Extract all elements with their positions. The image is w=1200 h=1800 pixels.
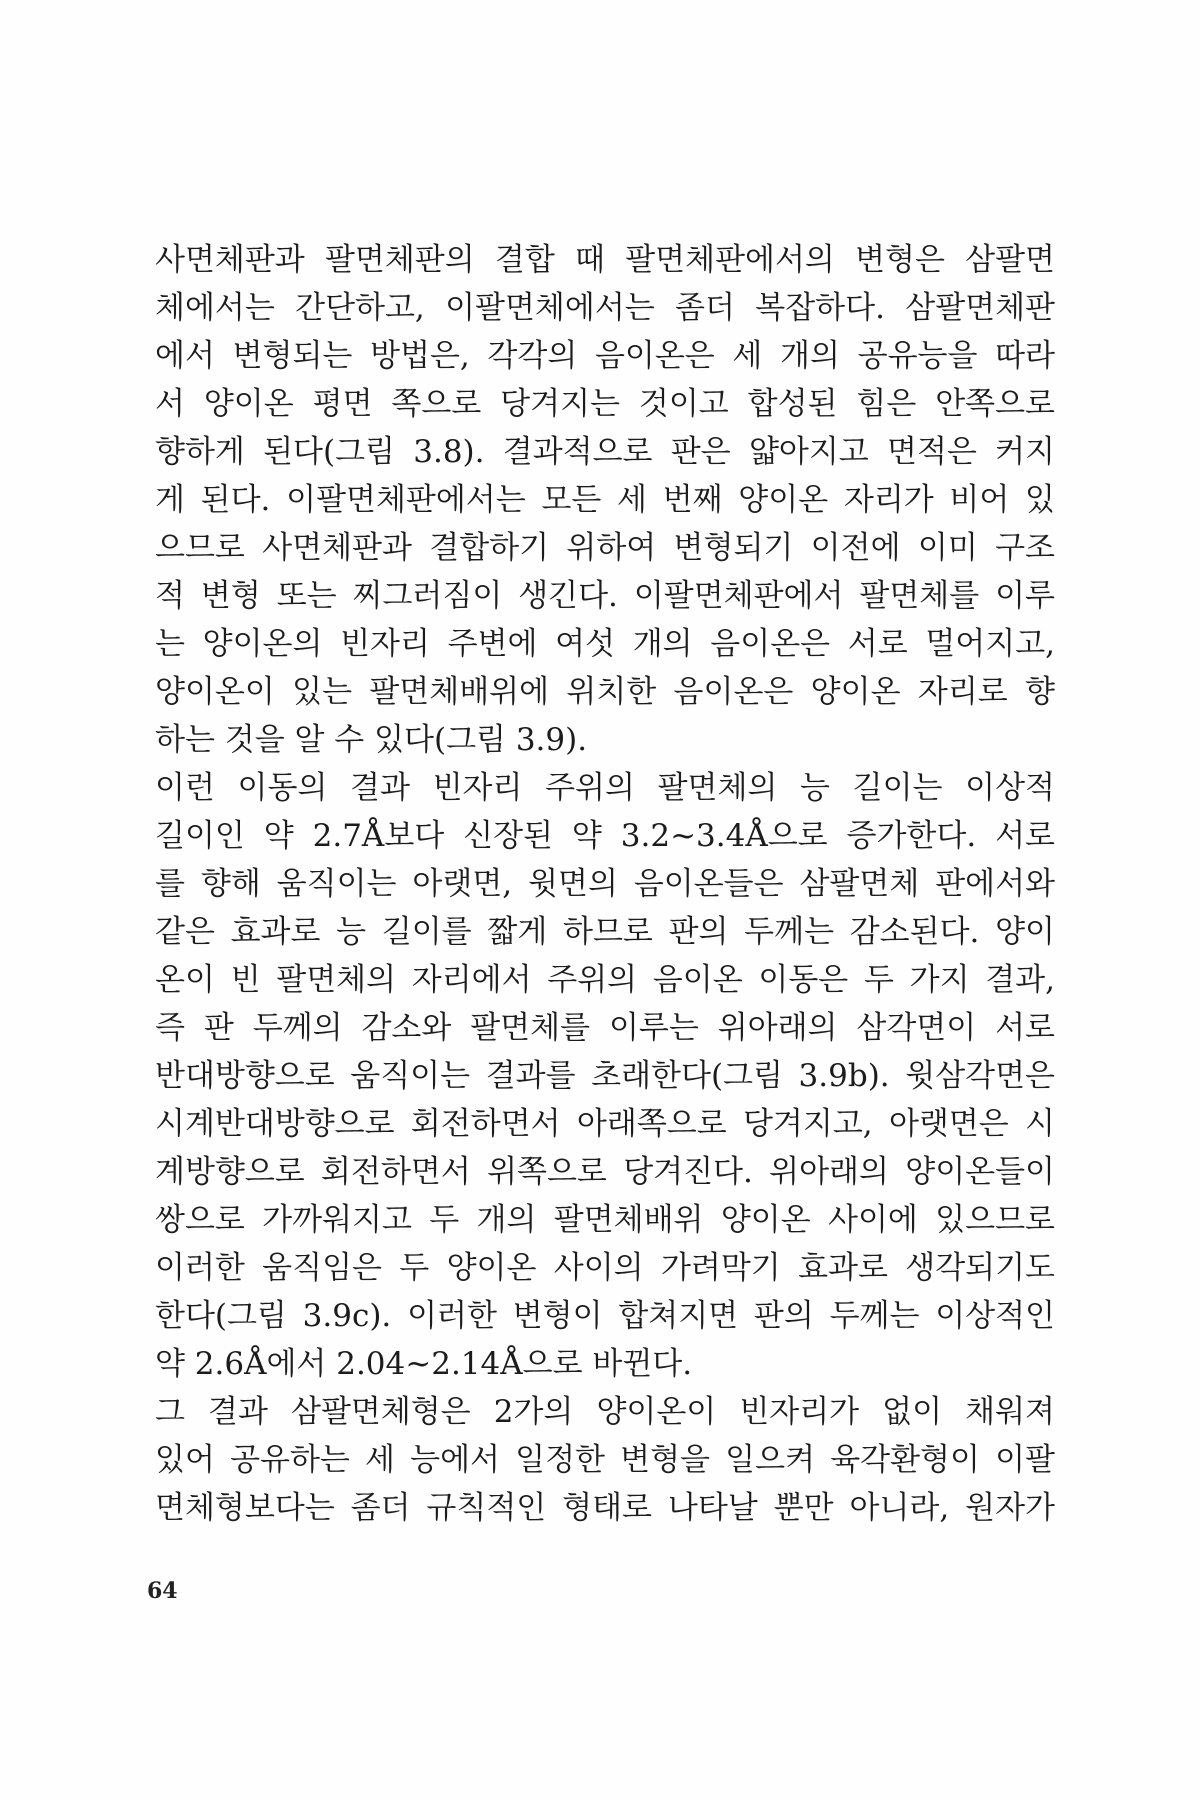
paragraph-2 [155,764,1055,1388]
text-line: 쌍으로 가까워지고 두 개의 팔면체배위 양이온 사이에 있으므로 [155,1202,1055,1238]
text-line: 게 된다. 이팔면체판에서는 모든 세 번째 양이온 자리가 비어 있 [155,482,1055,518]
text-line: 이러한 움직임은 두 양이온 사이의 가려막기 효과로 생각되기도 [155,1250,1055,1286]
text-line: 서 양이온 평면 쪽으로 당겨지는 것이고 합성된 힘은 안쪽으로 [155,386,1055,422]
text-line: 약 2.6Å에서 2.04~2.14Å으로 바뀐다. [155,1346,693,1382]
text-line: 시계반대방향으로 회전하면서 아래쪽으로 당겨지고, 아랫면은 시 [155,1106,1055,1142]
text-line: 하는 것을 알 수 있다(그림 3.9). [155,722,588,758]
text-line: 양이온이 있는 팔면체배위에 위치한 음이온은 양이온 자리로 향 [155,674,1055,710]
body-text [155,236,1055,1532]
paragraph-3 [155,1388,1055,1532]
text-line: 적 변형 또는 찌그러짐이 생긴다. 이팔면체판에서 팔면체를 이루 [155,578,1055,614]
text-line: 향하게 된다(그림 3.8). 결과적으로 판은 얇아지고 면적은 커지 [155,434,1055,470]
text-line: 길이인 약 2.7Å보다 신장된 약 3.2~3.4Å으로 증가한다. 서로 [155,818,1055,854]
text-line: 반대방향으로 움직이는 결과를 초래한다(그림 3.9b). 윗삼각면은 [155,1058,1055,1094]
page-number: 64 [147,1578,178,1604]
text-line: 는 양이온의 빈자리 주변에 여섯 개의 음이온은 서로 멀어지고, [155,626,1055,662]
text-line: 이런 이동의 결과 빈자리 주위의 팔면체의 능 길이는 이상적 [155,770,1055,806]
text-line: 같은 효과로 능 길이를 짧게 하므로 판의 두께는 감소된다. 양이 [155,914,1055,950]
text-line: 사면체판과 팔면체판의 결합 때 팔면체판에서의 변형은 삼팔면 [155,242,1055,278]
paragraph-1 [155,236,1055,764]
text-line: 그 결과 삼팔면체형은 2가의 양이온이 빈자리가 없이 채워져 [155,1394,1055,1430]
text-line: 있어 공유하는 세 능에서 일정한 변형을 일으켜 육각환형이 이팔 [155,1442,1055,1478]
text-line: 온이 빈 팔면체의 자리에서 주위의 음이온 이동은 두 가지 결과, [155,962,1055,998]
text-line: 에서 변형되는 방법은, 각각의 음이온은 세 개의 공유능을 따라 [155,338,1055,374]
text-line: 체에서는 간단하고, 이팔면체에서는 좀더 복잡하다. 삼팔면체판 [155,290,1055,326]
text-line: 를 향해 움직이는 아랫면, 윗면의 음이온들은 삼팔면체 판에서와 [155,866,1055,902]
text-line: 면체형보다는 좀더 규칙적인 형태로 나타날 뿐만 아니라, 원자가 [155,1490,1055,1526]
text-line: 한다(그림 3.9c). 이러한 변형이 합쳐지면 판의 두께는 이상적인 [155,1298,1055,1334]
text-line: 으므로 사면체판과 결합하기 위하여 변형되기 이전에 이미 구조 [155,530,1055,566]
text-line: 즉 판 두께의 감소와 팔면체를 이루는 위아래의 삼각면이 서로 [155,1010,1055,1046]
text-line: 계방향으로 회전하면서 위쪽으로 당겨진다. 위아래의 양이온들이 [155,1154,1055,1190]
